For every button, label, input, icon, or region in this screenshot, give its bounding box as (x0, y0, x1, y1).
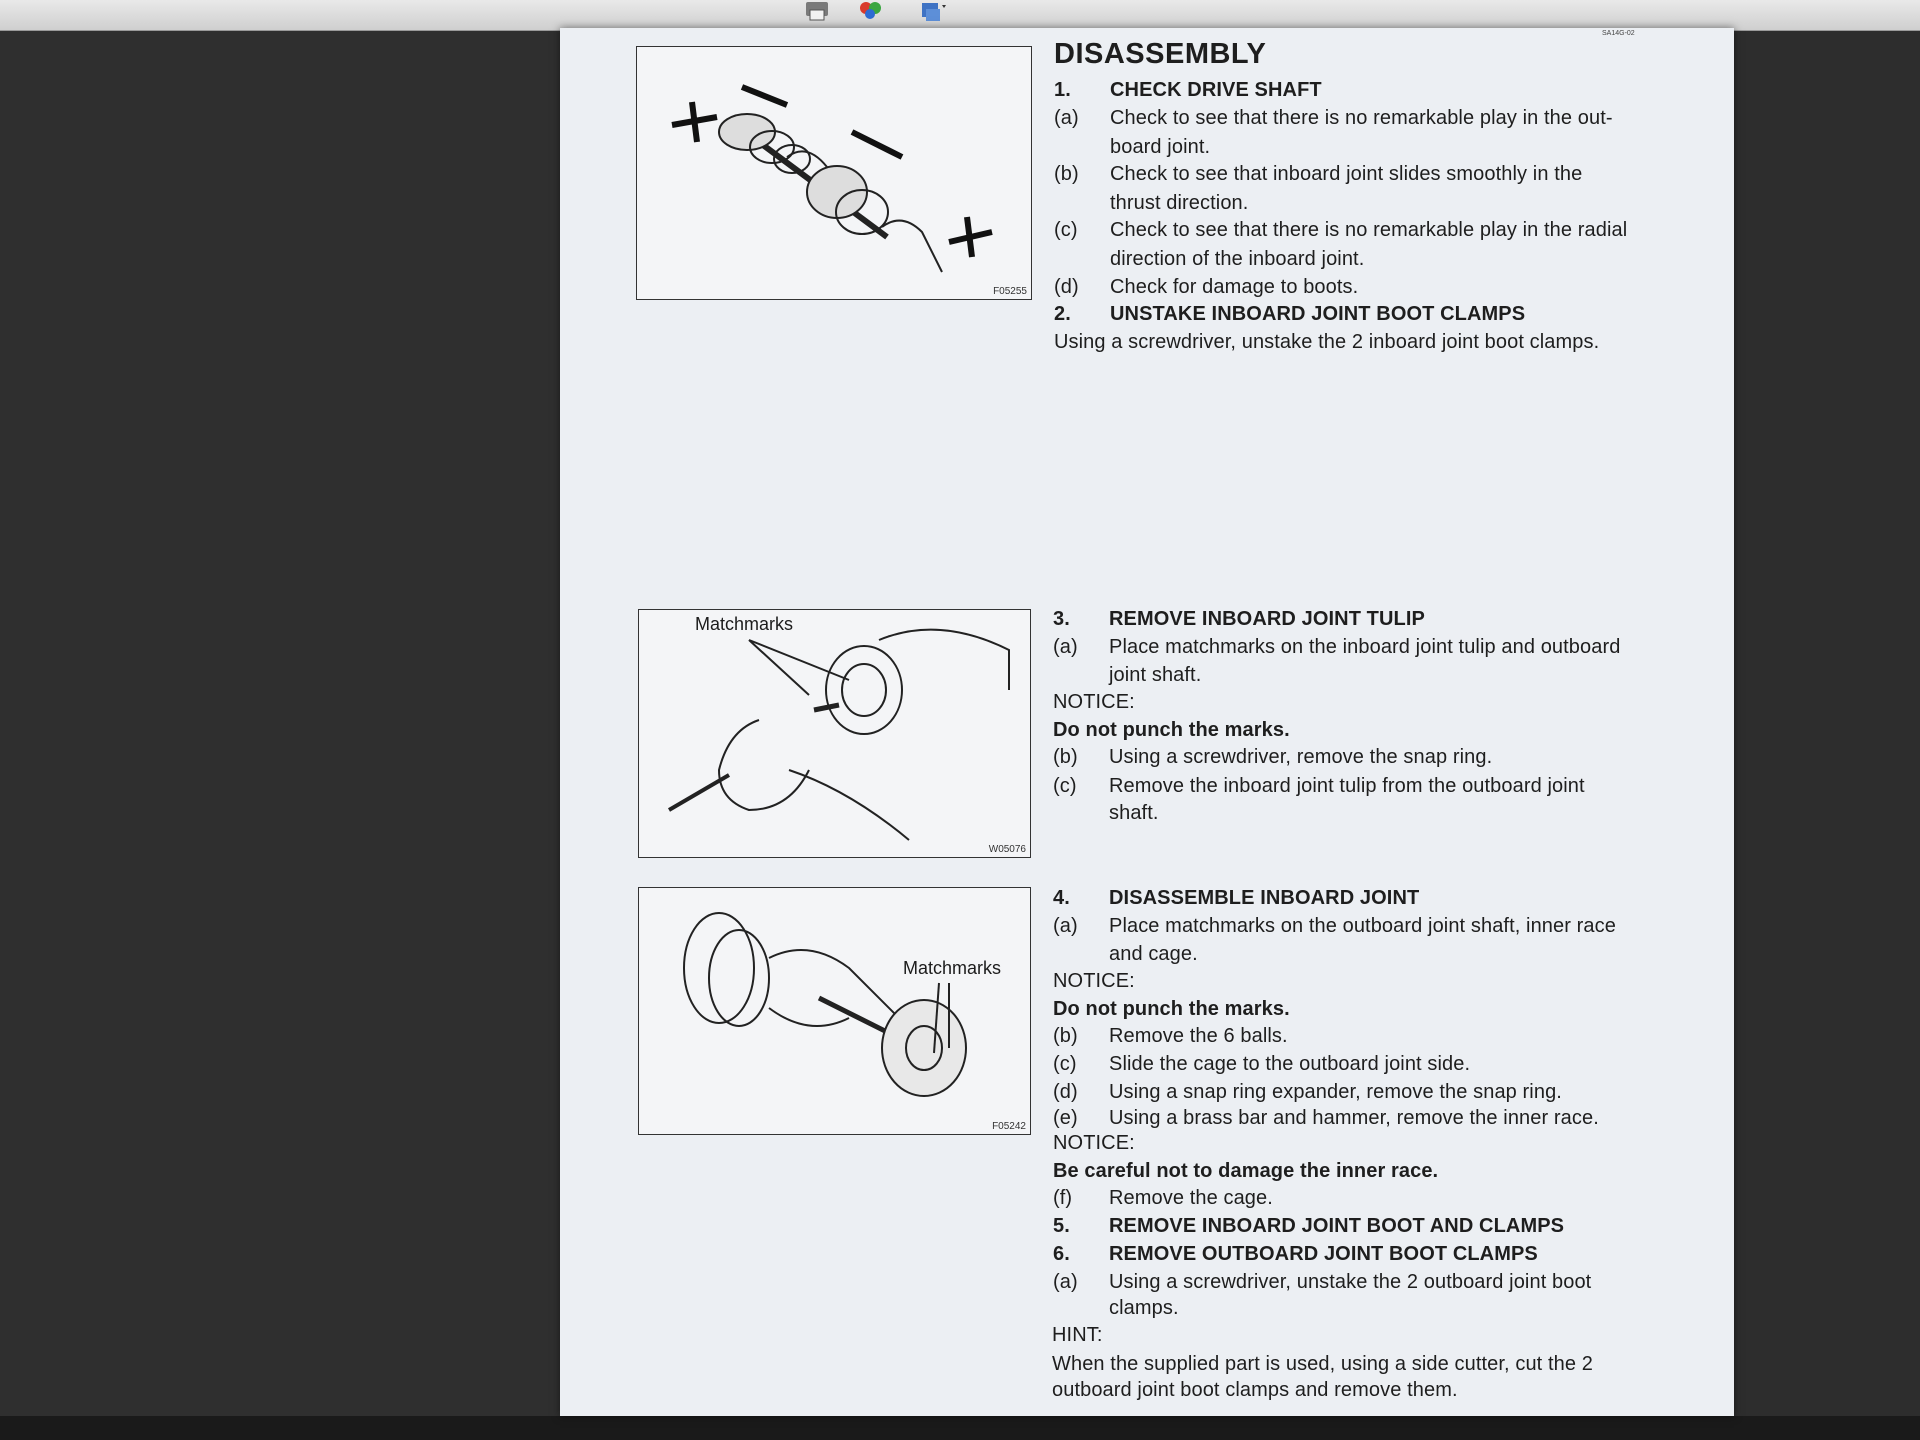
step-2-text: Using a screwdriver, unstake the 2 inboard joint boot clamps. (1054, 331, 1600, 353)
notice-label: NOTICE: (1053, 970, 1135, 992)
step-1b: (b) Check to see that inboard joint slides smoothly in the (1054, 163, 1583, 185)
step-4b: (b) Remove the 6 balls. (1053, 1025, 1288, 1047)
color-icon[interactable] (856, 0, 886, 24)
step-3a: (a) Place matchmarks on the inboard joint tulip and outboard (1053, 636, 1621, 658)
notice-text: Be careful not to damage the inner race. (1053, 1160, 1439, 1182)
step-4f: (f) Remove the cage. (1053, 1187, 1273, 1209)
notice-text: Do not punch the marks. (1053, 719, 1290, 741)
step-3c-cont: shaft. (1109, 802, 1159, 824)
step-4a: (a) Place matchmarks on the outboard joint shaft, inner race (1053, 915, 1616, 937)
matchmarks-label: Matchmarks (903, 958, 1002, 978)
figure-drive-shaft-check (636, 46, 1032, 300)
step-4e: (e) Using a brass bar and hammer, remove the inner race. (1053, 1107, 1599, 1129)
step-1b-cont: thrust direction. (1110, 192, 1249, 214)
drive-shaft-illustration (637, 47, 1031, 299)
step-3-heading: 3. REMOVE INBOARD JOINT TULIP (1053, 608, 1425, 630)
step-4a-cont: and cage. (1109, 943, 1198, 965)
step-1c: (c) Check to see that there is no remarkable play in the radial (1054, 219, 1628, 241)
page-title: DISASSEMBLY (1054, 38, 1267, 70)
figure-code: F05255 (993, 286, 1027, 297)
step-3c: (c) Remove the inboard joint tulip from the outboard joint (1053, 775, 1585, 797)
step-5-heading: 5. REMOVE INBOARD JOINT BOOT AND CLAMPS (1053, 1215, 1565, 1237)
bottom-bar (0, 1416, 1920, 1440)
notice-label: NOTICE: (1053, 1132, 1135, 1154)
step-6-heading: 6. REMOVE OUTBOARD JOINT BOOT CLAMPS (1053, 1243, 1538, 1265)
left-panel (0, 31, 560, 1416)
notice-text: Do not punch the marks. (1053, 998, 1290, 1020)
step-3b: (b) Using a screwdriver, remove the snap ring. (1053, 746, 1493, 768)
step-4c: (c) Slide the cage to the outboard joint side. (1053, 1053, 1471, 1075)
print-icon[interactable] (802, 0, 832, 24)
toolbar (0, 0, 1920, 31)
figure-code: F05242 (992, 1121, 1026, 1132)
matchmarks-label: Matchmarks (695, 614, 794, 634)
figure-inboard-joint (638, 887, 1031, 1135)
figure-inboard-tulip (638, 609, 1031, 858)
step-1a-cont: board joint. (1110, 136, 1211, 158)
step-2-heading: 2. UNSTAKE INBOARD JOINT BOOT CLAMPS (1054, 303, 1526, 325)
step-1d: (d) Check for damage to boots. (1054, 276, 1359, 298)
notice-label: NOTICE: (1053, 691, 1135, 713)
hint-text: When the supplied part is used, using a side cutter, cut the 2 (1052, 1353, 1593, 1375)
step-6a-cont: clamps. (1109, 1297, 1179, 1319)
tulip-illustration (639, 610, 1030, 857)
document-code: SA14G-02 (1602, 30, 1635, 37)
step-1a: (a) Check to see that there is no remarkable play in the out- (1054, 107, 1613, 129)
share-icon[interactable] (918, 0, 948, 24)
inboard-joint-illustration (639, 888, 1030, 1134)
hint-label: HINT: (1052, 1324, 1103, 1346)
step-3a-cont: joint shaft. (1109, 664, 1202, 686)
step-6a: (a) Using a screwdriver, unstake the 2 outboard joint boot (1053, 1271, 1592, 1293)
hint-text-cont: outboard joint boot clamps and remove them. (1052, 1379, 1458, 1401)
step-4-heading: 4. DISASSEMBLE INBOARD JOINT (1053, 887, 1420, 909)
step-1-heading: 1. CHECK DRIVE SHAFT (1054, 79, 1322, 101)
step-4d: (d) Using a snap ring expander, remove the snap ring. (1053, 1081, 1562, 1103)
figure-code: W05076 (988, 844, 1026, 855)
step-1c-cont: direction of the inboard joint. (1110, 248, 1365, 270)
right-panel (1734, 31, 1920, 1416)
document-page[interactable] (560, 28, 1734, 1416)
